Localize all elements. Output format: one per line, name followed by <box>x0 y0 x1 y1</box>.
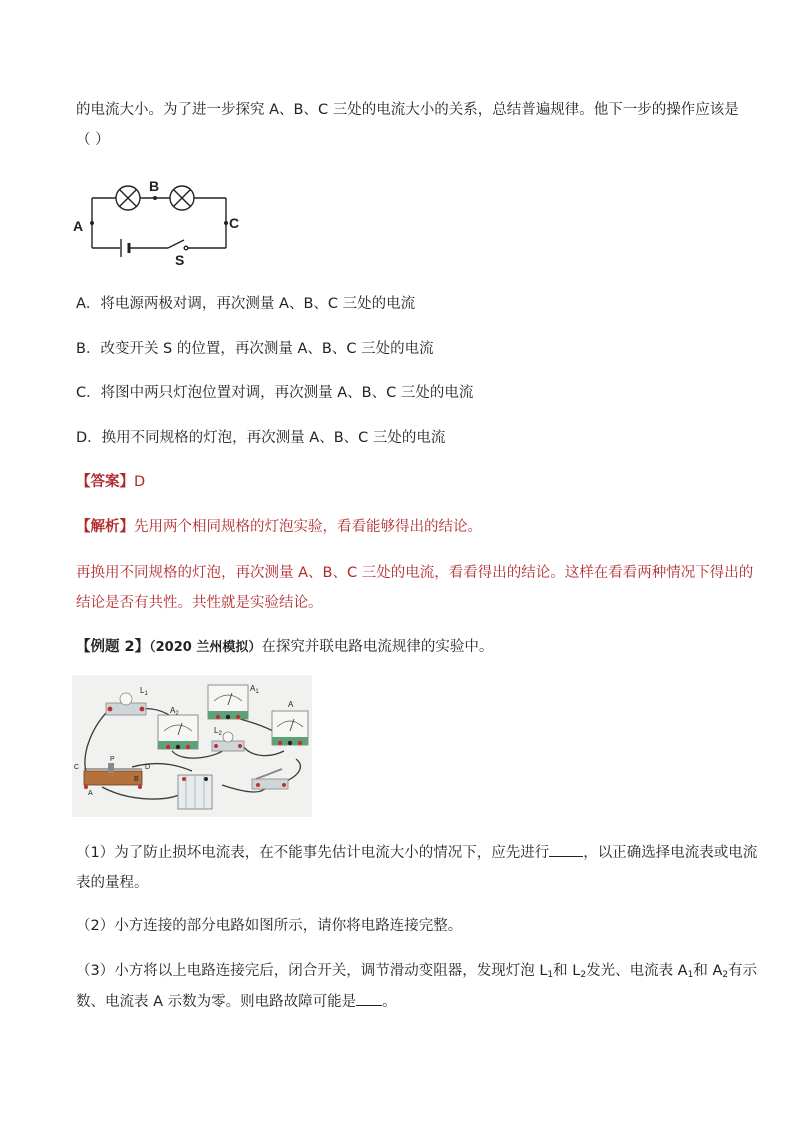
svg-text:L1 <box>140 686 148 697</box>
q3-text-g: 。 <box>382 994 397 1010</box>
l2-sub: 2 <box>218 731 222 737</box>
q3-text-a: （3）小方将以上电路连接完后，闭合开关，调节滑动变阻器，发现灯泡 L <box>76 963 548 979</box>
analysis-line-3: 结论是否有共性。共性就是实验结论。 <box>76 595 323 611</box>
option-d[interactable]: D．换用不同规格的灯泡，再次测量 A、B、C 三处的电流 <box>76 430 446 446</box>
example-tag: 【例题 2】 <box>76 639 150 655</box>
q1-blank[interactable] <box>549 844 583 857</box>
answer-parentheses: （ ） <box>76 132 110 148</box>
answer-tag: 【答案】 <box>76 474 134 490</box>
ammeter-a1-icon <box>208 685 248 719</box>
q3-a2-sub: 2 <box>722 970 729 980</box>
label-c: C <box>229 215 240 231</box>
point-c-dot <box>224 221 228 225</box>
l1-label: L <box>140 686 145 695</box>
rheostat-a: A <box>88 790 93 797</box>
switch-figure-icon <box>252 769 288 789</box>
answer-value: D <box>134 474 146 490</box>
point-b-dot <box>153 196 157 200</box>
q3-text-f: 数、电流表 A 示数为零。则电路故障可能是 <box>76 994 357 1010</box>
a-label: A <box>288 700 294 709</box>
a1-sub: 1 <box>255 689 259 695</box>
ammeter-a-icon <box>272 711 308 745</box>
q3-l2-sub: 2 <box>580 970 587 980</box>
q3-text-e: 有示 <box>728 963 758 979</box>
question-2: （2）小方连接的部分电路如图所示，请你将电路连接完整。 <box>76 918 463 934</box>
option-a[interactable]: A．将电源两极对调，再次测量 A、B、C 三处的电流 <box>76 296 416 312</box>
q3-text-b: 和 L <box>553 963 581 979</box>
rheostat-c: C <box>74 764 80 771</box>
label-b: B <box>149 178 160 194</box>
label-a: A <box>73 218 84 234</box>
intro-line-1: 的电流大小。为了进一步探究 A、B、C 三处的电流大小的关系，总结普遍规律。他下一步的操作应该是 <box>76 102 739 118</box>
answer-line <box>76 472 145 492</box>
ammeter-a2-icon <box>158 715 198 749</box>
series-circuit-diagram <box>68 176 248 268</box>
q3-a1-sub: 1 <box>687 970 694 980</box>
example-text: 在探究并联电路电流规律的实验中。 <box>261 639 494 655</box>
lamp-2-icon <box>170 186 194 210</box>
analysis-line-2: 再换用不同规格的灯泡，再次测量 A、B、C 三处的电流，看看得出的结论。这样在看看两种情况下得出的 <box>76 565 754 581</box>
q3-blank[interactable] <box>356 993 382 1006</box>
a1-label: A <box>250 684 256 693</box>
q3-text-c: 发光、电流表 A <box>586 963 688 979</box>
rheostat-p: P <box>110 756 115 763</box>
option-b[interactable]: B．改变开关 S 的位置，再次测量 A、B、C 三处的电流 <box>76 341 434 357</box>
question-3-line-1 <box>76 961 757 985</box>
lamp-1-icon <box>116 186 140 210</box>
a2-label: A <box>170 706 176 715</box>
battery-icon <box>121 239 129 257</box>
q1-text-b: ，以正确选择电流表或电流 <box>583 845 758 861</box>
analysis-tag: 【解析】 <box>76 519 134 535</box>
l1-sub: 1 <box>144 691 148 697</box>
lamp-l1-icon <box>106 693 146 715</box>
question-1-line-2: 表的量程。 <box>76 875 149 891</box>
q3-text-d: 和 A <box>693 963 723 979</box>
rheostat-d: D <box>145 764 151 771</box>
example-heading <box>76 637 493 658</box>
example-source: （2020 兰州模拟） <box>149 640 262 655</box>
option-c[interactable]: C．将图中两只灯泡位置对调，再次测量 A、B、C 三处的电流 <box>76 385 474 401</box>
switch-icon <box>168 240 188 250</box>
battery-pack-icon <box>178 775 212 809</box>
label-s: S <box>175 252 185 268</box>
point-a-dot <box>90 221 94 225</box>
a2-sub: 2 <box>175 711 179 717</box>
question-1-line-1 <box>76 843 757 863</box>
l2-label: L <box>214 726 219 735</box>
analysis-line-1 <box>76 517 482 537</box>
rheostat-b: B <box>134 776 139 783</box>
parallel-circuit-figure <box>72 675 312 817</box>
analysis-text-1: 先用两个相同规格的灯泡实验，看看能够得出的结论。 <box>134 519 482 535</box>
svg-text:A1 <box>250 684 259 695</box>
svg-text:L2 <box>214 726 222 737</box>
q3-l1-sub: 1 <box>547 970 554 980</box>
question-3-line-2 <box>76 992 397 1012</box>
q1-text-a: （1）为了防止损坏电流表，在不能事先估计电流大小的情况下，应先进行 <box>76 845 550 861</box>
